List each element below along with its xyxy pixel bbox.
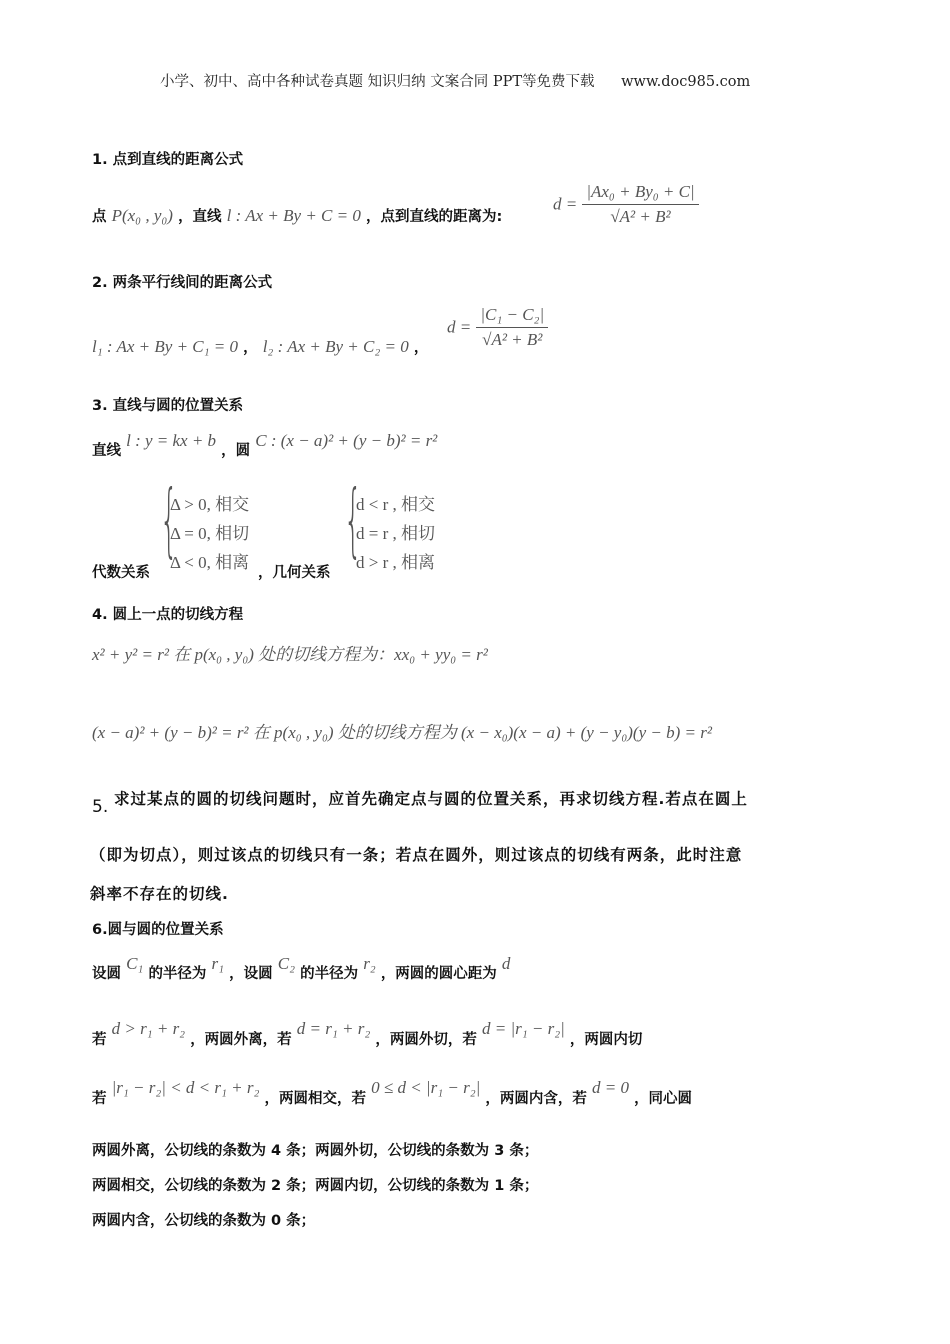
s6-line-radius	[92, 953, 511, 982]
s1-text-1: 点	[92, 209, 107, 225]
section-3-title: 3. 直线与圆的位置关系	[92, 398, 244, 414]
s6-text-b3: ，两圆外切，若	[375, 1032, 477, 1048]
section-1-title: 1. 点到直线的距离公式	[92, 152, 244, 168]
s2-line-2: l₂ : Ax + By + C₂ = 0	[262, 337, 409, 356]
s3-algebra-cases	[170, 490, 249, 577]
s3-geometry-cases	[356, 490, 435, 577]
s6-tangent-count-3: 两圆内含，公切线的条数为 0 条；	[92, 1213, 316, 1229]
s6-r2: r₂	[363, 954, 376, 973]
s6-line-cases-1	[92, 1018, 643, 1048]
s6-text-c2: ，两圆相交，若	[264, 1091, 367, 1107]
s6-text-b2: ，两圆外离，若	[190, 1032, 292, 1048]
s6-text-a3: ，设圆	[229, 966, 273, 982]
s6-text-b4: ，两圆内切	[569, 1032, 643, 1048]
s6-cond-inner-tangent: d = |r₁ − r₂|	[481, 1019, 565, 1038]
s1-text-3: ，点到直线的距离为:	[365, 209, 503, 225]
s3-algebra-case-3: Δ < 0, 相离	[170, 553, 250, 572]
page-header	[160, 70, 750, 91]
s2-fraction-denominator: √A² + B²	[482, 330, 543, 349]
s2-fraction-numerator: |C₁ − C₂|	[476, 305, 548, 328]
s3-line-eq: l : y = kx + b	[126, 431, 217, 450]
s6-cond-outer-tangent: d = r₁ + r₂	[296, 1019, 371, 1038]
section-2-formula-line	[92, 336, 428, 357]
s6-text-a2: 的半径为	[148, 966, 207, 982]
section-2-title: 2. 两条平行线间的距离公式	[92, 275, 273, 291]
s3-geometry-case-3: d > r , 相离	[356, 553, 435, 572]
s6-d: d	[501, 954, 511, 973]
s3-algebra-brace: {	[160, 473, 178, 566]
s5-line-2: （即为切点），则过该点的切线只有一条；若点在圆外，则过该点的切线有两条，此时注意	[90, 846, 743, 864]
s1-formula-lhs: d =	[553, 194, 578, 214]
section-5-number: 5.	[92, 797, 109, 817]
s6-text-c1: 若	[92, 1091, 107, 1107]
s6-text-a4: 的半径为	[300, 966, 359, 982]
s6-cond-outer-separate: d > r₁ + r₂	[111, 1019, 186, 1038]
s6-text-c4: ，同心圆	[634, 1091, 693, 1107]
s6-tangent-count-1: 两圆外离，公切线的条数为 4 条；两圆外切，公切线的条数为 3 条；	[92, 1143, 539, 1159]
s6-text-b1: 若	[92, 1032, 107, 1048]
s1-fraction-numerator: |Ax₀ + By₀ + C|	[582, 182, 698, 205]
s1-point: P(x₀ , y₀)	[111, 206, 173, 225]
s3-circle-label: ，圆	[221, 443, 251, 459]
s6-line-cases-2	[92, 1077, 693, 1107]
s3-circle-eq: C : (x − a)² + (y − b)² = r²	[255, 431, 438, 450]
section-3-line-circle	[92, 430, 438, 459]
s4-tangent-line-1: x² + y² = r² 在 p(x₀ , y₀) 处的切线方程为：xx₀ + yy₀ = r²	[92, 645, 488, 664]
s2-comma-2: ，	[413, 340, 429, 356]
section-1-formula-line	[92, 205, 502, 226]
s3-geometry-case-2: d = r , 相切	[356, 524, 435, 543]
header-text: 小学、初中、高中各种试卷真题 知识归纳 文案合同 PPT等免费下载	[160, 74, 595, 90]
s3-geometry-case-1: d < r , 相交	[356, 495, 435, 514]
s2-formula-lhs: d =	[447, 317, 472, 337]
s6-c2: C₂	[277, 954, 295, 973]
s1-line-eq: l : Ax + By + C = 0	[226, 206, 361, 225]
s3-algebra-case-2: Δ = 0, 相切	[170, 524, 250, 543]
s6-cond-contain: 0 ≤ d < |r₁ − r₂|	[371, 1078, 481, 1097]
s1-fraction	[582, 182, 698, 227]
s3-geometry-label: ，几何关系	[258, 565, 331, 581]
s6-cond-intersect: |r₁ − r₂| < d < r₁ + r₂	[111, 1078, 260, 1097]
s2-line-1: l₁ : Ax + By + C₁ = 0	[92, 337, 239, 356]
s1-fraction-denominator: √A² + B²	[610, 207, 671, 226]
section-4-title: 4. 圆上一点的切线方程	[92, 607, 244, 623]
s3-line-label: 直线	[92, 443, 121, 459]
s6-text-c3: ，两圆内含，若	[485, 1091, 587, 1107]
s2-comma-1: ，	[243, 340, 258, 356]
header-url: www.doc985.com	[621, 74, 751, 90]
s3-algebra-case-1: Δ > 0, 相交	[170, 495, 250, 514]
s6-cond-concentric: d = 0	[591, 1078, 629, 1097]
s2-distance-formula	[447, 305, 548, 350]
s2-fraction	[476, 305, 548, 350]
s1-distance-formula	[553, 182, 699, 227]
s6-text-a1: 设圆	[92, 966, 121, 982]
s6-tangent-count-2: 两圆相交，公切线的条数为 2 条；两圆内切，公切线的条数为 1 条；	[92, 1178, 539, 1194]
section-6-title: 6.圆与圆的位置关系	[92, 922, 224, 938]
s5-line-1: 求过某点的圆的切线问题时，应首先确定点与圆的位置关系，再求切线方程.若点在圆上	[114, 790, 748, 808]
s6-c1: C₁	[126, 954, 144, 973]
s4-tangent-line-2: (x − a)² + (y − b)² = r² 在 p(x₀ , y₀) 处的切线方程为 (x − x₀)(x − a) + (y − y₀)(y − b) = r²	[92, 723, 712, 742]
s5-line-3: 斜率不存在的切线.	[90, 885, 229, 903]
s3-algebra-label: 代数关系	[92, 565, 150, 581]
s6-text-a5: ，两圆的圆心距为	[380, 966, 497, 982]
s1-text-2: ，直线	[178, 209, 222, 225]
s6-r1: r₁	[211, 954, 225, 973]
s3-geometry-brace: {	[344, 473, 362, 566]
